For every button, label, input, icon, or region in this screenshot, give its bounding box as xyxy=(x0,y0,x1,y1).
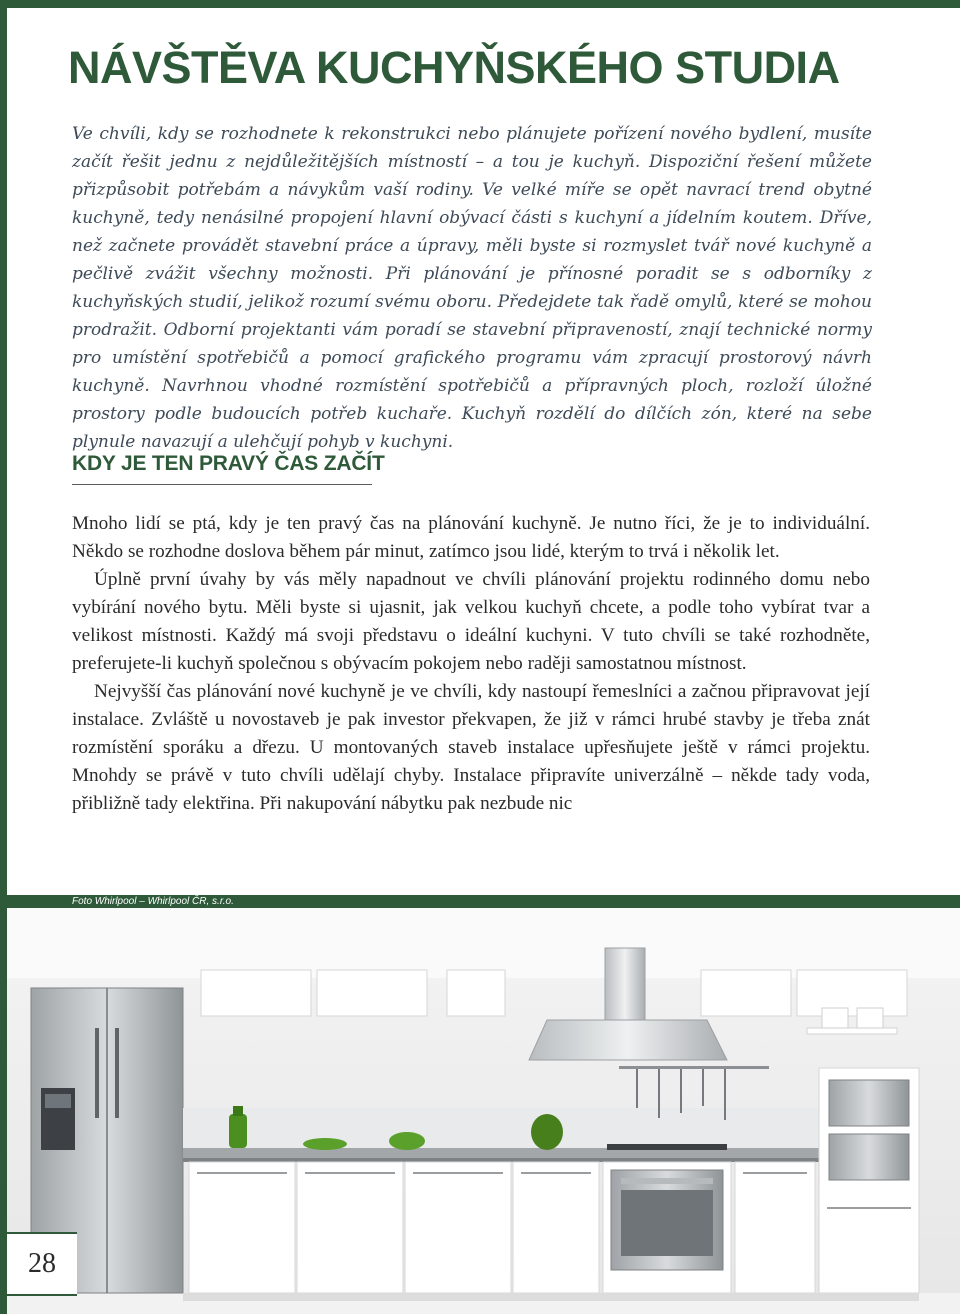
left-accent-rule xyxy=(0,0,7,1314)
photo-caption-bar xyxy=(7,895,960,908)
oven-illustration xyxy=(611,1170,723,1270)
page-number-box xyxy=(7,1232,77,1296)
section-heading: KDY JE TEN PRAVÝ ČAS ZAČÍT xyxy=(72,452,372,485)
photo-caption: Foto Whirlpool – Whirlpool ČR, s.r.o. xyxy=(72,896,234,907)
page-title: NÁVŠTĚVA KUCHYŇSKÉHO STUDIA xyxy=(68,42,840,93)
top-accent-rule xyxy=(7,0,960,8)
body-paragraph-3: Nejvyšší čas plánování nové kuchyně je ve chvíli, kdy nastoupí řemeslníci a začnou připravovat její instalace. Zvláště u novostaveb je pak investor překvapen, že již v rámci hrubé stavby je třeba znát rozmístění sporáku a dřezu. U montovaných staveb instalace upřesňujete ještě v rámci projektu. Mnohdy se právě v tuto chvíli udělají chyby. Instalace připravíte univerzálně – někde tady voda, přibližně tady elektřina. Při nakupování nábytku pak nezbude nic xyxy=(72,681,870,814)
body-paragraph-1: Mnoho lidí se ptá, kdy je ten pravý čas na plánování kuchyně. Je nutno říci, že je to individuální. Někdo se rozhodne doslova během pár minut, zatímco jsou lidé, kterým to trvá i několik let. xyxy=(72,513,870,562)
body-paragraph-2: Úplně první úvahy by vás měly napadnout ve chvíli plánování projektu rodinného domu nebo vybírání nového bytu. Měli byste si ujasnit, jak velkou kuchyň chcete, a podle toho vybírat tvar a velikost místnosti. Každý má svoji představu o ideální kuchyni. V tuto chvíli se také rozhodněte, preferujete-li kuchyň společnou s obývacím pokojem nebo raději samostatnou místnost. xyxy=(72,569,870,674)
tall-unit-illustration xyxy=(819,1068,919,1293)
page-number: 28 xyxy=(28,1248,56,1279)
intro-paragraph: Ve chvíli, kdy se rozhodnete k rekonstrukci nebo plánujete pořízení nového bydlení, musíte začít řešit jednu z nejdůležitějších místností – a tou je kuchyň. Dispoziční řešení můžete přizpůsobit potřebám a návykům vaší rodiny. Ve velké míře se opět navrací trend obytné kuchyně, tedy nenásilné propojení hlavní obývací části s kuchyní a jídelním koutem. Dříve, než začnete provádět stavební práce a úpravy, měli byste si rozmyslet tvář nové kuchyně a pečlivě zvážit všechny možnosti. Při plánování je přínosné poradit se s odborníky z kuchyňských studií, jelikož rozumí svému oboru. Předejdete tak řadě omylů, které se mohou prodražit. Odborní projektanti vám poradí se stavební připraveností, znají technické normy pro umístění spotřebičů a pomocí grafického programu vám zpracují prostorový návrh kuchyně. Navrhnou vhodné rozmístění spotřebičů a přípravných ploch, rozloží úložné prostory podle budoucích potřeb kuchaře. Kuchyň rozdělí do dílčích zón, které na sebe plynule navazují a ulehčují pohyb v kuchyni. xyxy=(72,124,872,452)
kitchen-photo xyxy=(7,908,960,1314)
body-text xyxy=(72,510,870,818)
